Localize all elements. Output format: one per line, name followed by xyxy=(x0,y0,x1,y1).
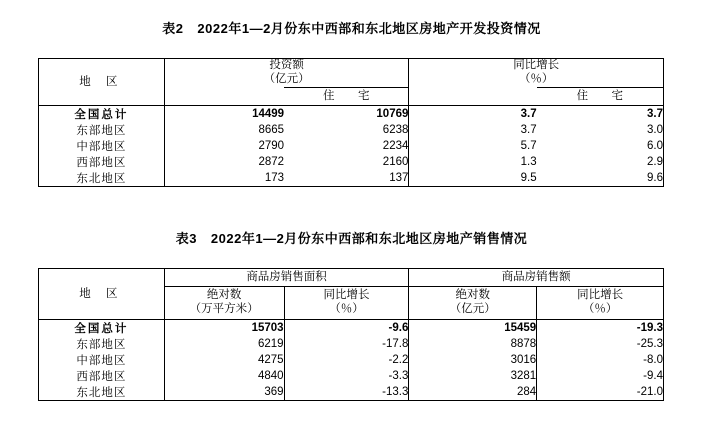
table2-cell-yoy-residential: 3.0 xyxy=(537,122,664,138)
table3-cell-area: 4275 xyxy=(164,352,284,368)
table3-row-label: 西部地区 xyxy=(39,368,165,384)
table3-row-label: 中部地区 xyxy=(39,352,165,368)
table3-header-abs-value: 绝对数 （亿元） xyxy=(409,287,537,320)
table2-cell-invest: 8665 xyxy=(258,123,285,136)
table2-cell-invest: 2872 xyxy=(258,155,285,168)
table3-row-label: 全国总计 xyxy=(39,320,165,337)
table3-header-value-yoy: 同比增长 （％） xyxy=(537,287,664,320)
table2-header-invest-label: 投资额 xyxy=(269,59,304,71)
table2-title-text: 2022年1—2月份东中西部和东北地区房地产开发投资情况 xyxy=(197,21,541,36)
table3-header-sales-area: 商品房销售面积 xyxy=(164,269,409,287)
table3 xyxy=(38,268,664,401)
table3-cell-value: 15459 xyxy=(409,320,537,337)
table2-row-label: 东部地区 xyxy=(39,122,165,138)
table2-cell-invest-residential: 10769 xyxy=(284,105,409,122)
table3-cell-value: 8878 xyxy=(409,336,537,352)
table3-cell-area-yoy: -13.3 xyxy=(284,384,409,401)
table2-container xyxy=(38,58,664,187)
table2-row-label: 东北地区 xyxy=(39,170,165,187)
table2-header-invest-residential: 住 宅 xyxy=(284,87,409,105)
table2-cell-invest-residential: 6238 xyxy=(284,122,409,138)
table3-header-abs-area: 绝对数 （万平方米） xyxy=(164,287,284,320)
table2-row xyxy=(39,170,664,187)
table2-cell-yoy: 5.7 xyxy=(520,139,537,152)
table2-cell-invest: 2790 xyxy=(258,139,285,152)
table3-title-text: 2022年1—2月份东中西部和东北地区房地产销售情况 xyxy=(210,231,528,246)
table2-cell-yoy: 3.7 xyxy=(520,123,537,136)
table3-row xyxy=(39,336,664,352)
table3-cell-value: 284 xyxy=(409,384,537,401)
table3-cell-value-yoy: -8.0 xyxy=(537,352,664,368)
table2-row xyxy=(39,138,664,154)
table3-cell-value-yoy: -19.3 xyxy=(537,320,664,337)
table3-cell-area: 15703 xyxy=(164,320,284,337)
table3-row xyxy=(39,320,664,337)
table3-cell-area: 6219 xyxy=(164,336,284,352)
table3-row xyxy=(39,352,664,368)
table2-header-yoy xyxy=(409,59,664,88)
table3-cell-area-yoy: -9.6 xyxy=(284,320,409,337)
table2-cell-invest-residential: 2160 xyxy=(284,154,409,170)
table2-header-yoy-label: 同比增长 xyxy=(513,59,560,71)
table2-cell-yoy: 3.7 xyxy=(520,107,537,120)
table2-cell-invest: 173 xyxy=(164,170,284,187)
table3-cell-value: 3016 xyxy=(409,352,537,368)
table2-row-label: 西部地区 xyxy=(39,154,165,170)
table3-header-row-1 xyxy=(39,269,664,287)
table2-header-region: 地 区 xyxy=(39,59,165,106)
table3-cell-area-yoy: -2.2 xyxy=(284,352,409,368)
table2-row xyxy=(39,105,664,122)
table2-cell-yoy: 1.3 xyxy=(520,155,537,168)
table2-header-invest-blank xyxy=(164,87,284,105)
table2-row-label: 全国总计 xyxy=(39,105,165,122)
table3-header-region: 地 区 xyxy=(39,269,165,320)
table3-cell-area: 4840 xyxy=(164,368,284,384)
table3-cell-area-yoy: -17.8 xyxy=(284,336,409,352)
table2 xyxy=(38,58,664,187)
table3-cell-value-yoy: -9.4 xyxy=(537,368,664,384)
table2-title-number: 表2 xyxy=(162,21,184,36)
table3-row xyxy=(39,384,664,401)
table2-row-label: 中部地区 xyxy=(39,138,165,154)
table2-cell-yoy: 9.5 xyxy=(409,170,537,187)
table2-cell-invest-residential: 2234 xyxy=(284,138,409,154)
table2-cell-invest: 14499 xyxy=(252,107,285,120)
table2-cell-invest-residential: 137 xyxy=(284,170,409,187)
table2-header-yoy-blank xyxy=(409,87,537,105)
table3-cell-value: 3281 xyxy=(409,368,537,384)
table3-row xyxy=(39,368,664,384)
table3-container xyxy=(38,268,664,401)
table3-header-area-yoy: 同比增长 （％） xyxy=(284,287,409,320)
table3-cell-value-yoy: -21.0 xyxy=(537,384,664,401)
table2-row xyxy=(39,154,664,170)
table2-row xyxy=(39,122,664,138)
table2-header-invest xyxy=(164,59,409,88)
table2-header-yoy-unit: （％） xyxy=(518,72,554,85)
table2-cell-yoy-residential: 3.7 xyxy=(537,105,664,122)
table3-row-label: 东部地区 xyxy=(39,336,165,352)
table2-header-invest-unit: （亿元） xyxy=(263,72,310,85)
table3-row-label: 东北地区 xyxy=(39,384,165,401)
table3-cell-area: 369 xyxy=(164,384,284,401)
table3-cell-area-yoy: -3.3 xyxy=(284,368,409,384)
table2-title xyxy=(0,18,703,37)
table3-title-number: 表3 xyxy=(175,231,197,246)
table3-title xyxy=(0,228,703,247)
table2-cell-yoy-residential: 2.9 xyxy=(537,154,664,170)
table3-header-sales-value: 商品房销售额 xyxy=(409,269,664,287)
table2-cell-yoy-residential: 6.0 xyxy=(537,138,664,154)
table2-header-yoy-residential: 住 宅 xyxy=(537,87,664,105)
table3-cell-value-yoy: -25.3 xyxy=(537,336,664,352)
table2-header-row-1 xyxy=(39,59,664,88)
table2-cell-yoy-residential: 9.6 xyxy=(537,170,664,187)
